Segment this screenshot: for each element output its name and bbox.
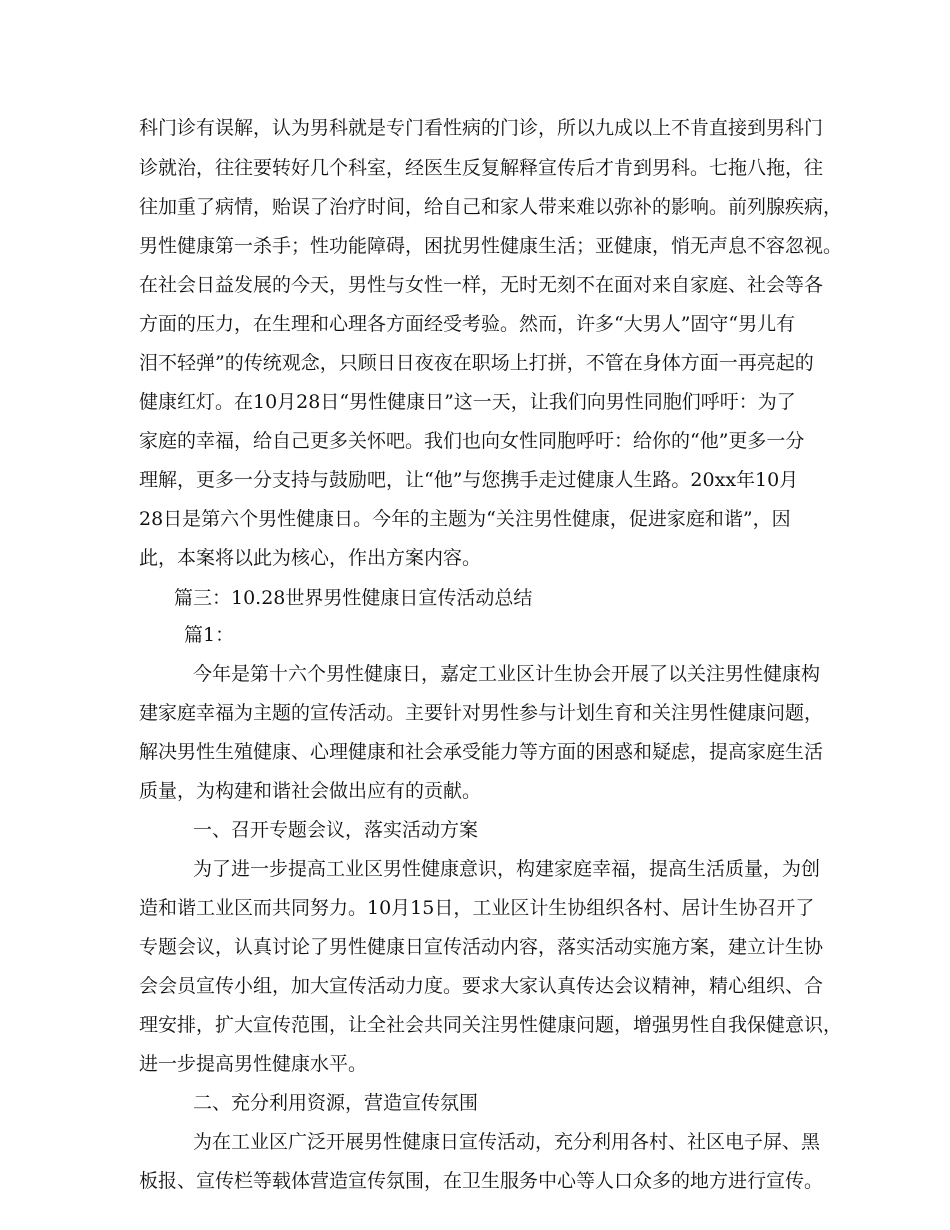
section-heading: 一、召开专题会议，落实活动方案 (193, 819, 479, 841)
paragraph-line: 在社会日益发展的今天，男性与女性一样，无时无刻不在面对来自家庭、社会等各 (139, 274, 824, 296)
paragraph-line: 会会员宣传小组，加大宣传活动力度。要求大家认真传达会议精神，精心组织、合 (139, 975, 824, 997)
paragraph-line: 理安排，扩大宣传范围，让全社会共同关注男性健康问题，增强男性自我保健意识， (139, 1014, 843, 1036)
paragraph-line: 往加重了病情，贻误了治疗时间，给自己和家人带来难以弥补的影响。前列腺疾病， (139, 196, 843, 218)
paragraph-line: 为在工业区广泛开展男性健康日宣传活动，充分利用各村、社区电子屏、黑 (193, 1131, 821, 1153)
paragraph-line: 专题会议，认真讨论了男性健康日宣传活动内容，落实活动实施方案，建立计生协 (139, 936, 824, 958)
paragraph-line: 质量，为构建和谐社会做出应有的贡献。 (139, 780, 482, 802)
paragraph-line: 理解，更多一分支持与鼓励吧，让“他”与您携手走过健康人生路。20xx年10月 (139, 469, 799, 491)
paragraph-line: 健康红灯。在10月28日“男性健康日”这一天，让我们向男性同胞们呼吁：为了 (139, 391, 796, 413)
paragraph-line: 解决男性生殖健康、心理健康和社会承受能力等方面的困惑和疑虑，提高家庭生活 (139, 741, 824, 763)
paragraph-line: 28日是第六个男性健康日。今年的主题为“关注男性健康，促进家庭和谐”，因 (139, 508, 791, 530)
section-heading: 二、充分利用资源，营造宣传氛围 (193, 1092, 479, 1114)
paragraph-line: 泪不轻弹”的传统观念，只顾日日夜夜在职场上打拼，不管在身体方面一再亮起的 (139, 352, 814, 374)
paragraph-line: 此，本案将以此为核心，作出方案内容。 (139, 547, 482, 569)
paragraph-line: 板报、宣传栏等载体营造宣传氛围，在卫生服务中心等人口众多的地方进行宣传。 (139, 1170, 824, 1192)
paragraph-line: 今年是第十六个男性健康日，嘉定工业区计生协会开展了以关注男性健康构 (193, 663, 821, 685)
paragraph-line: 男性健康第一杀手；性功能障碍，困扰男性健康生活；亚健康，悄无声息不容忽视。 (139, 235, 843, 257)
paragraph-line: 家庭的幸福，给自己更多关怀吧。我们也向女性同胞呼吁：给你的“他”更多一分 (139, 430, 805, 452)
section-heading: 篇三：10.28世界男性健康日宣传活动总结 (174, 587, 533, 609)
paragraph-line: 科门诊有误解，认为男科就是专门看性病的门诊，所以九成以上不肯直接到男科门 (139, 117, 824, 139)
paragraph-line: 为了进一步提高工业区男性健康意识，构建家庭幸福，提高生活质量，为创 (193, 858, 821, 880)
paragraph-line: 方面的压力，在生理和心理各方面经受考验。然而，许多“大男人”固守“男儿有 (139, 313, 796, 335)
subsection-heading: 篇1： (184, 624, 235, 646)
paragraph-line: 造和谐工业区而共同努力。10月15日，工业区计生协组织各村、居计生协召开了 (139, 897, 815, 919)
paragraph-line: 进一步提高男性健康水平。 (139, 1053, 368, 1075)
paragraph-line: 诊就治，往往要转好几个科室，经医生反复解释宣传后才肯到男科。七拖八拖，往 (139, 157, 824, 179)
paragraph-line: 建家庭幸福为主题的宣传活动。主要针对男性参与计划生育和关注男性健康问题， (139, 702, 824, 724)
